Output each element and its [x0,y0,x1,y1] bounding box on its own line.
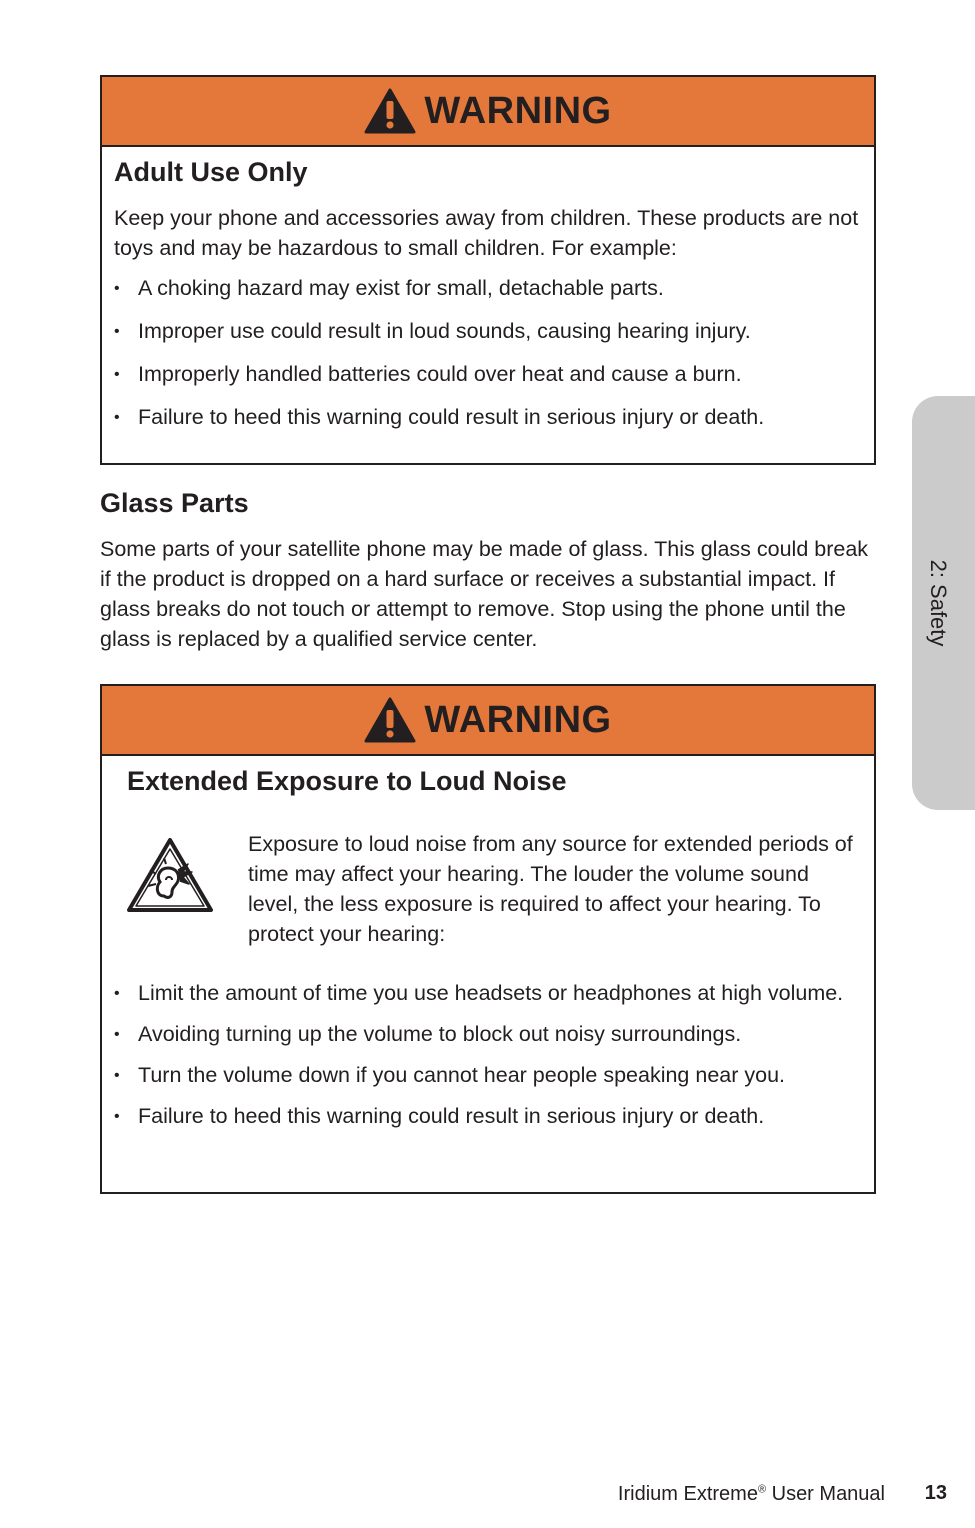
chapter-tab-label: 2: Safety [926,559,951,647]
footer-manual-name: Iridium Extreme [617,1483,758,1505]
footer-manual-title [618,1483,885,1506]
loud-noise-heading: Extended Exposure to Loud Noise [127,766,567,796]
warning-triangle-icon [364,697,416,743]
registered-mark: ® [757,1483,767,1496]
warning-header [102,77,874,147]
list-item: • Improperly handled batteries could over heat and cause a burn. [114,361,864,388]
warning-header [102,686,874,756]
adult-use-warning-box [100,75,876,465]
glass-parts-heading: Glass Parts [100,488,249,518]
adult-use-bullets [114,275,864,447]
warning-triangle-icon [364,88,416,134]
footer-manual-suffix: User Manual [766,1483,885,1505]
hearing-damage-icon [126,836,214,914]
loud-noise-warning-box [100,684,876,1194]
adult-use-intro: Keep your phone and accessories away from children. These products are not toys and may be hazardous to small children. For example: [114,206,859,260]
page-number: 13 [924,1482,947,1504]
list-item: • Avoiding turning up the volume to block out noisy surroundings. [114,1021,864,1048]
list-item: • Turn the volume down if you cannot hear people speaking near you. [114,1062,864,1089]
warning-title: WARNING [424,698,612,741]
list-item: • Improper use could result in loud sounds, causing hearing injury. [114,318,864,345]
loud-noise-intro: Exposure to loud noise from any source for extended periods of time may affect your hearing. The louder the volume sound level, the less exposure is required to affect your hearing. To protect your hearing: [248,832,853,946]
list-item: • Limit the amount of time you use headsets or headphones at high volume. [114,980,864,1007]
adult-use-heading: Adult Use Only [114,157,308,187]
list-item: • Failure to heed this warning could result in serious injury or death. [114,1103,864,1130]
list-item: • A choking hazard may exist for small, detachable parts. [114,275,864,302]
warning-title: WARNING [424,89,612,132]
glass-parts-body: Some parts of your satellite phone may be made of glass. This glass could break if the product is dropped on a hard surface or receives a substantial impact. If glass breaks do not touch or attempt to remove. Stop using the phone until the glass is replaced by a qualified service center. [100,537,869,651]
loud-noise-bullets [114,980,864,1144]
list-item: • Failure to heed this warning could result in serious injury or death. [114,404,864,431]
